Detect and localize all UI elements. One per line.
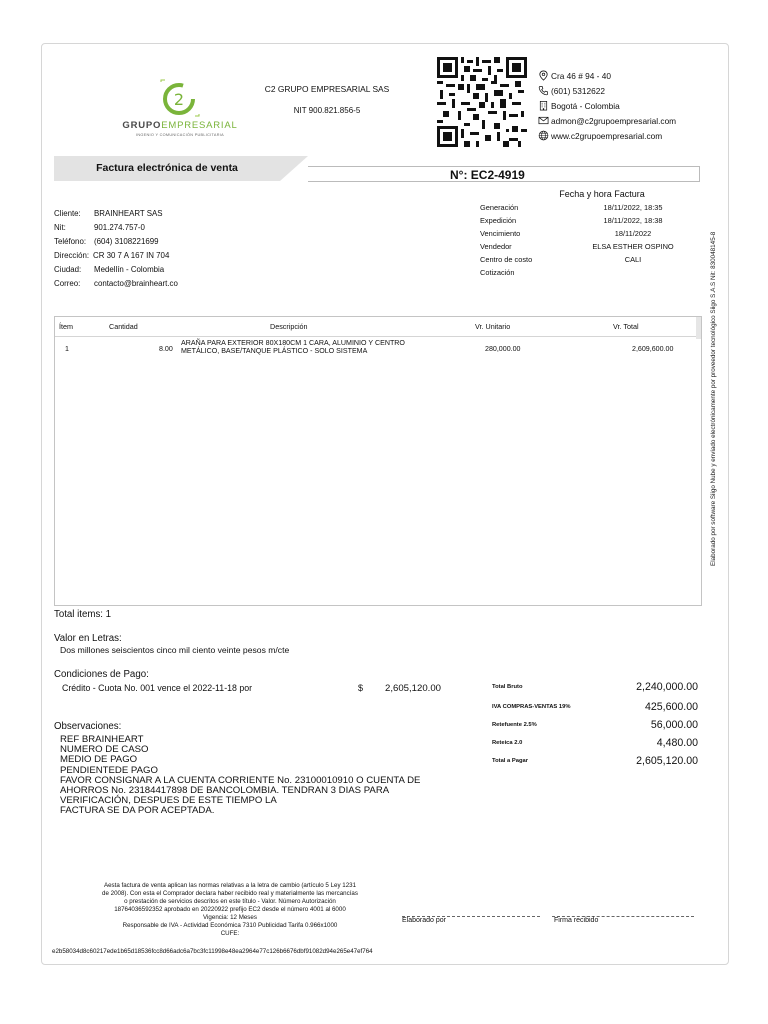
cell-qty: 8.00	[159, 345, 173, 353]
contact-website: www.c2grupoempresarial.com	[538, 130, 662, 141]
contact-phone: (601) 5312622	[538, 85, 605, 96]
svg-text:2: 2	[173, 90, 185, 109]
contact-city: Bogotá - Colombia	[538, 100, 620, 111]
dates-heading: Fecha y hora Factura	[559, 189, 645, 199]
cell-total: 2,609,600.00	[632, 345, 674, 353]
observaciones-label: Observaciones:	[54, 721, 122, 732]
client-address-row: Dirección: CR 30 7 A 167 IN 704	[54, 251, 170, 260]
contact-address: Cra 46 # 94 - 40	[538, 70, 611, 81]
condiciones-label: Condiciones de Pago:	[54, 669, 149, 680]
globe-icon	[538, 130, 549, 141]
cell-unit: 280,000.00	[485, 345, 521, 353]
valor-letras-value: Dos millones seiscientos cinco mil ciento veinte pesos m/cte	[60, 645, 290, 655]
firma-label: Firma recibido	[554, 917, 599, 924]
valor-letras-label: Valor en Letras:	[54, 633, 122, 644]
condiciones-amount: 2,605,120.00	[385, 683, 442, 694]
software-vertical-note: Elaborado por software Siigo Nube y enviado electrónicamente por proveedor tecnológico Siigo S.A.S Nit: 830048145-8	[710, 231, 717, 566]
cufe-code: e2b58034d8c60217ede1b65d18536fcc8d66adc6a7bc3fc11998e48ea2964e77c126b6676dbf91082d94e265e47ef764	[52, 948, 373, 955]
location-pin-icon	[538, 70, 549, 81]
client-name-row: Cliente: BRAINHEART SAS	[54, 209, 163, 218]
header-unit: Vr. Unitario	[475, 322, 511, 331]
company-name: C2 GRUPO EMPRESARIAL SAS	[264, 84, 390, 94]
items-table-header	[55, 317, 701, 337]
document-title-tab	[54, 156, 280, 181]
client-email-row: Correo: contacto@brainheart.co	[54, 279, 178, 288]
client-city-row: Ciudad: Medellín - Colombia	[54, 265, 165, 274]
cell-item: 1	[65, 345, 69, 353]
header-total: Vr. Total	[613, 322, 639, 331]
header-qty: Cantidad	[109, 322, 138, 331]
title-tab-slant	[280, 156, 308, 181]
total-items: Total items: 1	[54, 609, 112, 620]
invoice-number: N°: EC2-4919	[450, 168, 525, 182]
logo-wordmark: GRUPOEMPRESARIAL	[122, 120, 238, 131]
legal-notice: Aesta factura de venta aplican las normas relativas a la letra de cambio (artículo 5 Ley 1231 de 2008). Con esta el Comprador declara haber recibido real y materialmente las mercancías o prestación de servicios descritos en este título - Valor. Número Autorización 18764036592352 aprobado en 20220922 prefijo EC2 desde el número 4001 al 6000 Vigencia: 12 Meses Responsable de IVA - Actividad Económica 7310 Publicidad Tarifa 0.966x1000 CUFE:	[102, 882, 358, 937]
header-item: Ítem	[59, 322, 73, 331]
client-nit-row: Nit: 901.274.757-0	[54, 223, 145, 232]
cell-desc: ARAÑA PARA EXTERIOR 80X180CM 1 CARA, ALUMINIO Y CENTRO METÁLICO, BASE/TANQUE PLÁSTICO - SOLO SISTEMA	[181, 339, 405, 355]
elaborado-label: Elaborado por	[402, 917, 446, 924]
document-title: Factura electrónica de venta	[96, 162, 238, 174]
company-nit: NIT 900.821.856-5	[293, 106, 361, 115]
condiciones-value: Crédito - Cuota No. 001 vence el 2022-11-18 por	[62, 683, 253, 693]
observaciones-text: REF BRAINHEART NUMERO DE CASO MEDIO DE PAGO PENDIENTEDE PAGO FAVOR CONSIGNAR A LA CUENTA CORRIENTE No. 23100010910 O CUENTA DE AHORROS No. 23184417898 DE BANCOLOMBIA. TENDRAN 3 DIAS PARA VERIFICACIÓN, DESPUES DE ESTE TIEMPO LA FACTURA SE DA POR ACEPTADA.	[60, 734, 421, 817]
company-logo	[115, 78, 245, 144]
qr-code	[437, 56, 527, 148]
table-row	[55, 339, 701, 361]
logo-tagline: INGENIO Y COMUNICACIÓN PUBLICITARIA	[136, 133, 224, 137]
items-table	[54, 316, 702, 606]
table-scrollbar[interactable]	[696, 317, 701, 339]
client-phone-row: Teléfono: (604) 3108221699	[54, 237, 159, 246]
logo-mark-icon	[155, 78, 205, 118]
envelope-icon	[538, 115, 549, 126]
phone-icon	[538, 85, 549, 96]
building-icon	[538, 100, 549, 111]
invoice-sheet: 2 GRUPOEMPRESARIAL INGENIO Y COMUNICACIÓN PUBLICITARIA C2 GRUPO EMPRESARIAL SAS NIT 900.821.856-5 Cra 46 # 94 - 40 (601) 5312622 Bogotá - Colombia admon@c2grupoempresarial.com www.c2grupoempresarial.com Factura electrónica de venta N°: EC2-4919 Cliente: BRAINHEART SAS Nit: 901.274.757-0 Teléfono: (604) 3108221699 Dirección: CR 30 7 A 167 IN 704 Ciudad: Medellín - Colombia Correo: contacto@brainheart.co Fecha y hora Factura Generación 18/11/2022, 18:35 Expedición 18/11/2022, 18:38 Vencimiento 18/11/2022 Vendedor ELSA ESTHER OSPINO Centro de costo CALI Cotización Ítem Cantidad Descripción Vr. Unitario Vr. Total 1 8.00 ARAÑA PARA EXTERIOR 80X180CM 1 CARA, ALUMINIO Y CENTRO METÁLICO, BASE/TANQUE PLÁSTICO - SOLO SISTEMA 280,000.00 2,609,600.00 Elaborado por software Siigo Nube y enviado electrónicamente por proveedor tecnológico Siigo S.A.S Nit: 830048145-8 Total items: 1 Valor en Letras: Dos millones seiscientos cinco mil ciento veinte pesos m/cte Condiciones de Pago: Crédito - Cuota No. 001 vence el 2022-11-18 por $ 2,605,120.00 Observaciones: REF BRAINHEART NUMERO DE CASO MEDIO DE PAGO PENDIENTEDE PAGO FAVOR CONSIGNAR A LA CUENTA CORRIENTE No. 23100010910 O CUENTA DE AHORROS No. 23184417898 DE BANCOLOMBIA. TENDRAN 3 DIAS PARA VERIFICACIÓN, DESPUES DE ESTE TIEMPO LA FACTURA SE DA POR ACEPTADA. Total Bruto 2,240,000.00 IVA COMPRAS-VENTAS 19% 425,600.00 Retefuente 2.5% 56,000.00 Reteica 2.0 4,480.00 Total a Pagar 2,605,120.00 Aesta factura de venta aplican las normas relativas a la letra de cambio (artículo 5 Ley 1231 de 2008). Con esta el Comprador declara haber recibido real y materialmente las mercancías o prestación de servicios descritos en este título - Valor. Número Autorización 18764036592352 aprobado en 20220922 prefijo EC2 desde el número 4001 al 6000 Vigencia: 12 Meses Responsable de IVA - Actividad Económica 7310 Publicidad Tarifa 0.966x1000 CUFE: e2b58034d8c60217ede1b65d18536fcc8d66adc6a7bc3fc11998e48ea2964e77c126b6676dbf91082d94e265e47ef764 Elaborado por Firma recibido	[41, 43, 729, 965]
header-desc: Descripción	[270, 322, 308, 331]
condiciones-currency: $	[358, 683, 364, 693]
contact-email: admon@c2grupoempresarial.com	[538, 115, 676, 126]
